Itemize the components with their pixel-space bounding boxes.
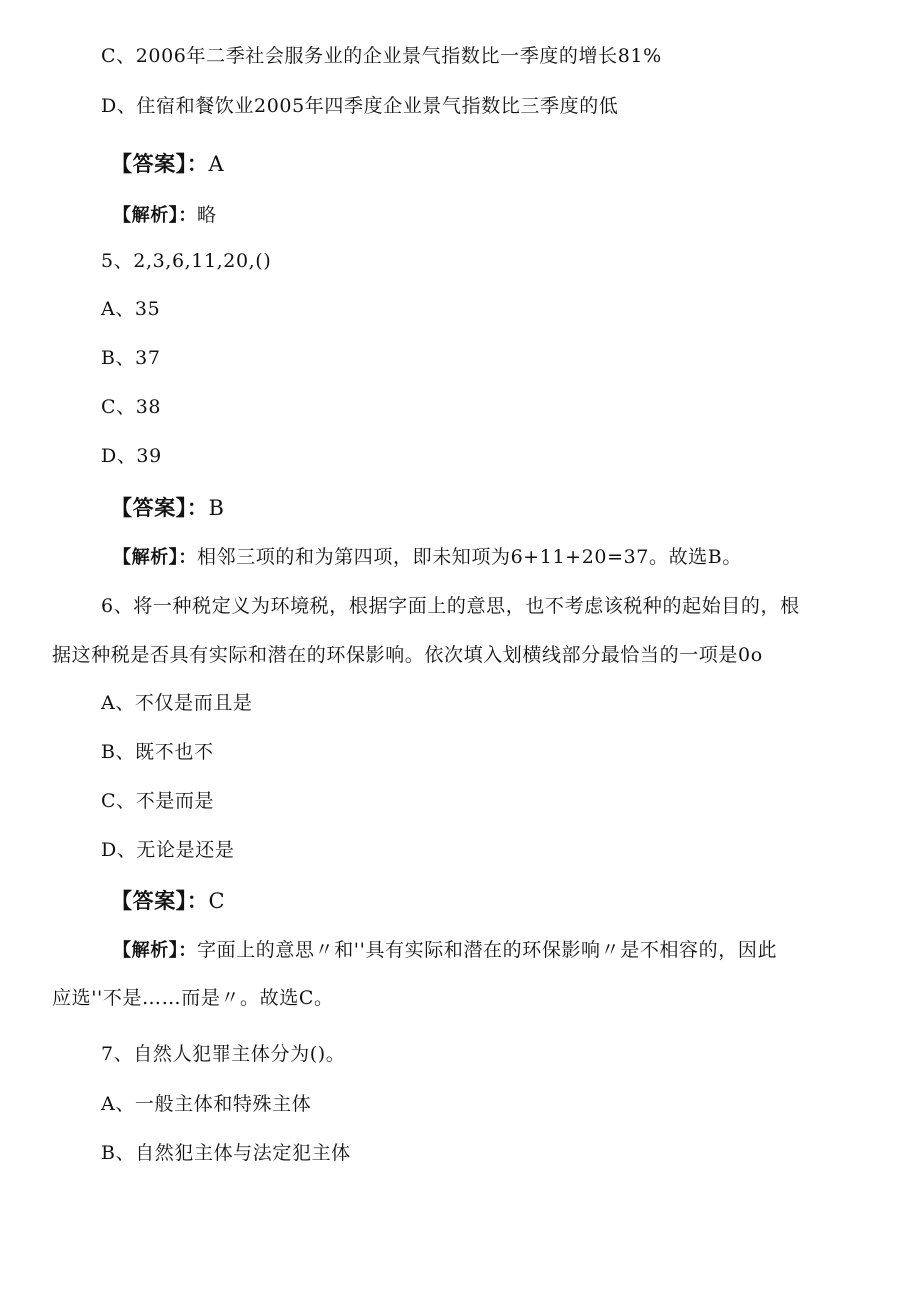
q4-option-d: D、住宿和餐饮业2005年四季度企业景气指数比三季度的低 xyxy=(101,95,619,117)
q7-option-b: B、自然犯主体与法定犯主体 xyxy=(101,1142,351,1164)
q5-option-b: B、37 xyxy=(101,347,161,369)
q7-stem: 7、自然人犯罪主体分为()。 xyxy=(101,1043,346,1065)
q5-option-d: D、39 xyxy=(101,445,162,467)
q5-answer xyxy=(111,495,225,521)
q6-explanation-line-1 xyxy=(113,937,777,964)
explanation-text: 略 xyxy=(197,204,217,226)
q6-option-c: C、不是而是 xyxy=(101,790,215,812)
explanation-text: 字面上的意思〃和''具有实际和潜在的环保影响〃是不相容的，因此 xyxy=(197,939,778,961)
explanation-label: 【解析】： xyxy=(113,205,197,226)
q5-option-a: A、35 xyxy=(101,298,161,320)
q6-stem-line-2: 据这种税是否具有实际和潜在的环保影响。依次填入划横线部分最恰当的一项是0o xyxy=(52,644,763,666)
q6-stem-line-1: 6、将一种税定义为环境税，根据字面上的意思，也不考虑该税种的起始目的，根 xyxy=(101,595,800,617)
answer-label: 【答案】： xyxy=(111,152,209,176)
q5-stem: 5、2,3,6,11,20,() xyxy=(101,250,272,272)
q6-option-b: B、既不也不 xyxy=(101,741,214,763)
q5-option-c: C、38 xyxy=(101,396,162,418)
q6-answer xyxy=(111,888,225,914)
explanation-text: 相邻三项的和为第四项，即未知项为6+11+20=37。故选B。 xyxy=(197,546,742,568)
q4-option-c: C、2006年二季社会服务业的企业景气指数比一季度的增长81% xyxy=(101,45,662,67)
q6-option-a: A、不仅是而且是 xyxy=(101,692,253,714)
answer-value: A xyxy=(208,152,225,176)
q6-explanation-line-2: 应选''不是……而是〃。故选C。 xyxy=(52,987,334,1009)
q4-answer xyxy=(111,151,224,177)
explanation-label: 【解析】： xyxy=(113,940,197,961)
q7-option-a: A、一般主体和特殊主体 xyxy=(101,1093,312,1115)
answer-value: C xyxy=(208,889,226,913)
answer-label: 【答案】： xyxy=(111,889,209,913)
q6-option-d: D、无论是还是 xyxy=(101,839,235,861)
explanation-label: 【解析】： xyxy=(113,547,197,568)
answer-value: B xyxy=(208,496,225,520)
q4-explanation xyxy=(113,202,217,229)
answer-label: 【答案】： xyxy=(111,496,209,520)
q5-explanation xyxy=(113,544,742,571)
